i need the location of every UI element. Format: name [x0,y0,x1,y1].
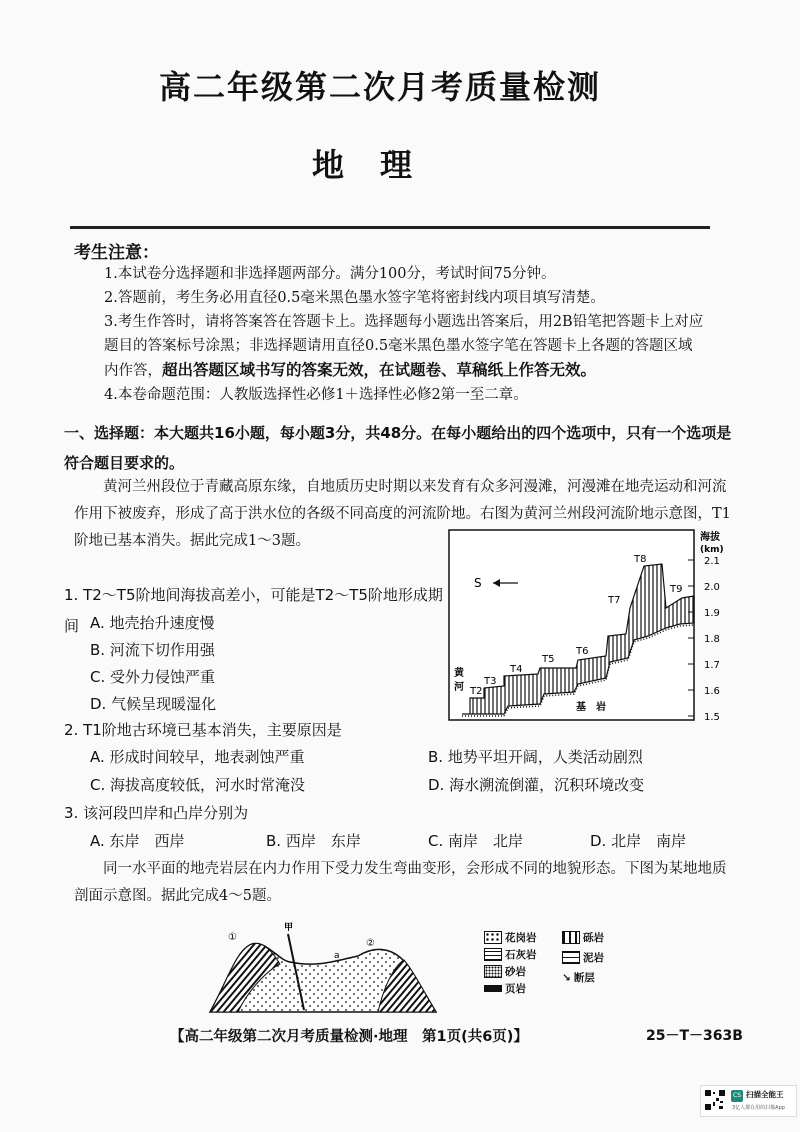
camscanner-logo-icon: CS [731,1090,743,1102]
legend-limestone-label: 石灰岩 [505,949,537,961]
axis-tick-label: 1.6 [704,686,720,697]
figure2-legend [484,930,634,1002]
page-footer: 【高二年级第二次月考质量检测·地理 第1页(共6页)】 [170,1029,528,1045]
axis-tick-label: 2.1 [704,556,720,567]
river-label-line2: 河 [454,682,464,693]
notice-item-3-text: 3.考生作答时，请将答案答在答题卡上。选择题每小题选出答案后，用2B铅笔把答题卡上对应题目的答案标号涂黑；非选择题请用直径0.5毫米黑色墨水签字笔在答题卡上各题的答题区域内作答， [104,314,704,379]
notice-item-3-emphasis: 超出答题区域书写的答案无效，在试题卷、草稿纸上作答无效。 [162,361,597,379]
terrace-label-t8: T8 [634,554,647,565]
legend-limestone [484,947,537,962]
axis-tick-label: 2.0 [704,582,720,593]
notice-item-1: 1.本试卷分选择题和非选择题两部分。满分100分，考试时间75分钟。 [104,266,556,282]
terrace-label-t5: T5 [542,654,555,665]
bedrock-label: 基 岩 [576,702,606,713]
mudstone-swatch [562,951,580,964]
legend-mudstone-label: 泥岩 [583,952,604,964]
question-1-stem: 1. T2～T5阶地间海拔高差小，可能是T2～T5阶地形成期间 [64,586,443,635]
terrace-figure-svg [448,528,748,728]
direction-label: S [474,576,482,590]
question-2-option-b: B. 地势平坦开阔，人类活动剧烈 [428,748,643,766]
terrace-label-t6: T6 [576,646,589,657]
figure2-label-jia: 甲 [284,923,294,933]
terrace-label-t2: T2 [470,686,483,697]
question-2-option-c: C. 海拔高度较低，河水时常淹没 [90,776,306,794]
geologic-section-figure [208,920,438,1020]
question-3-option-d: D. 北岸 南岸 [590,832,687,850]
axis-tick-label: 1.8 [704,634,720,645]
question-3-option-c: C. 南岸 北岸 [428,832,524,850]
notice-item-4: 4.本卷命题范围：人教版选择性必修1＋选择性必修2第一至二章。 [104,387,528,403]
scanner-name: 扫描全能王 [746,1090,784,1099]
divider-rule [70,226,710,229]
legend-conglomerate [562,930,604,945]
question-1-option-b: B. 河流下切作用强 [90,641,215,659]
subject-title: 地理 [311,146,448,184]
shale-swatch [484,985,502,992]
river-label-line1: 黄 [454,668,464,679]
figure2-label-a: a [334,951,340,961]
terrace-label-t7: T7 [608,595,621,606]
axis-unit: (km) [700,545,724,555]
question-2-option-d: D. 海水溯流倒灌，沉积环境改变 [428,776,645,794]
figure2-label-1: ① [228,932,237,943]
exam-title: 高二年级第二次月考质量检测 [158,68,601,106]
sandstone-swatch [484,965,502,978]
axis-title: 海拔 [700,532,720,543]
question-3-option-b: B. 西岸 东岸 [266,832,361,850]
conglomerate-swatch [562,931,580,944]
limestone-swatch [484,948,502,961]
question-3-option-a: A. 东岸 西岸 [90,832,185,850]
terrace-figure [448,528,748,728]
axis-tick-label: 1.5 [704,712,720,723]
legend-shale [484,981,526,996]
legend-granite-label: 花岗岩 [505,932,537,944]
question-2-stem: 2. T1阶地古环境已基本消失，主要原因是 [64,721,342,739]
terrace-label-t4: T4 [510,664,523,675]
paper-code: 25－T－363B [646,1028,743,1044]
question-1-option-a: A. 地壳抬升速度慢 [90,614,215,632]
question-1-option-d: D. 气候呈现暖湿化 [90,695,217,713]
legend-mudstone [562,950,604,965]
scanner-tagline: 3亿人都在用的扫描App [732,1105,785,1111]
scanner-watermark [700,1085,797,1117]
legend-sandstone-label: 砂岩 [505,966,526,978]
terrace-label-t9: T9 [670,584,683,595]
legend-conglomerate-label: 砾岩 [583,932,604,944]
legend-fault-label: 断层 [573,972,595,984]
notice-list [104,262,704,407]
question-2-option-a: A. 形成时间较早，地表剥蚀严重 [90,748,305,766]
notice-item-2: 2.答题前，考生务必用直径0.5毫米黑色墨水签字笔将密封线内项目填写清楚。 [104,290,605,306]
notice-item-3 [104,310,704,383]
granite-swatch [484,931,502,944]
passage-2: 同一水平面的地壳岩层在内力作用下受力发生弯曲变形，会形成不同的地貌形态。下图为某地地质剖面示意图。据此完成4～5题。 [74,861,727,904]
question-1-option-c: C. 受外力侵蚀严重 [90,668,216,686]
section-heading: 一、选择题：本大题共16小题，每小题3分，共48分。在每小题给出的四个选项中，只有一个选项是符合题目要求的。 [64,424,732,472]
passage-1: 黄河兰州段位于青藏高原东缘，自地质历史时期以来发育有众多河漫滩，河漫滩在地壳运动和河流作用下被废弃，形成了高于洪水位的各级不同高度的河流阶地。右图为黄河兰州段河流阶地示意图，T1阶地已基本消失。据此完成1～3题。 [74,479,731,549]
geologic-section-svg [208,920,438,1020]
terrace-label-t3: T3 [484,676,497,687]
qr-code-icon [704,1089,726,1111]
figure2-label-2: ② [366,938,375,949]
legend-shale-label: 页岩 [505,983,526,995]
legend-granite [484,930,537,945]
fault-icon: ↘ [562,971,571,984]
notice-heading: 考生注意： [74,243,159,263]
axis-tick-label: 1.7 [704,660,720,671]
question-3-stem: 3. 该河段凹岸和凸岸分别为 [64,804,249,822]
legend-fault [562,970,595,985]
axis-tick-label: 1.9 [704,608,720,619]
legend-sandstone [484,964,526,979]
